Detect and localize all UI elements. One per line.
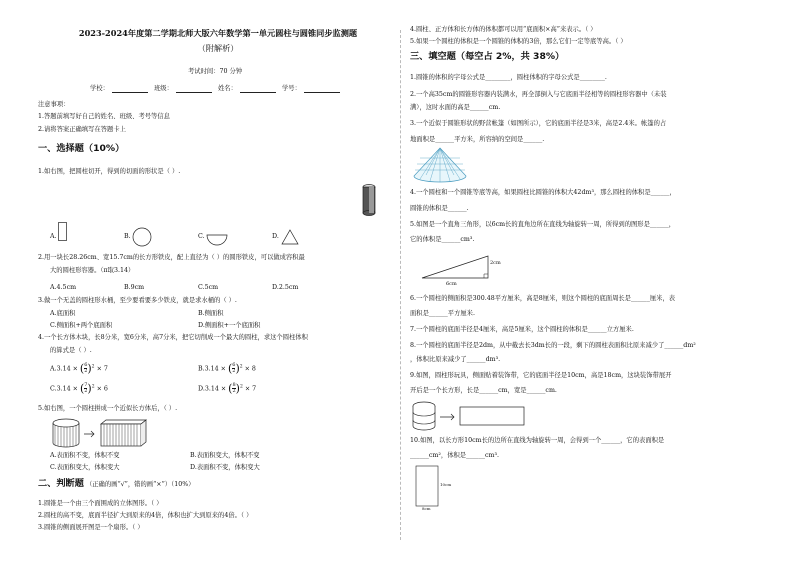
field-name-label: 姓名：	[218, 85, 237, 92]
q4-line2: 的算式是（ ）.	[50, 347, 92, 354]
q2-option-c[interactable]: C.5cm	[198, 284, 219, 291]
rectangle-base-label: 8cm	[422, 506, 431, 511]
fill-q10-line2: ______cm²，体积是______cm³.	[410, 452, 500, 459]
fill-q3-line1: 3.一个近似于圆锥形状的野营帐篷（如图所示），它的底面半径是3米，高是2.4米。帐篷的占	[410, 120, 667, 127]
q1-option-b[interactable]: B.	[124, 233, 131, 240]
q3-option-d[interactable]: D.侧面积+一个底面积	[198, 322, 261, 329]
note-2: 2.请将答案正确填写在答题卡上	[38, 126, 126, 133]
fill-q5-line1: 5.如图是一个直角三角形，以6cm长的直角边所在直线为轴旋转一周，所得到的图形是______，	[410, 221, 676, 228]
page-title: 2023-2024年度第二学期北师大版六年数学第一单元圆柱与圆锥同步监测题	[78, 28, 358, 38]
q1-option-c[interactable]: C.	[198, 233, 205, 240]
q2-option-a[interactable]: A.4.5cm	[50, 284, 77, 291]
field-class-label: 班级：	[154, 85, 173, 92]
cylinder-to-cuboid-figure	[46, 417, 150, 449]
field-id-input[interactable]	[304, 92, 340, 93]
q5-option-c[interactable]: C.表面积变大，体积变大	[50, 464, 120, 471]
fill-q10-line1: 10.如图，以长方形10cm长的边所在直线为轴旋转一周，会得到一个______，它的表面积是	[410, 437, 665, 444]
fill-q7: 7.一个圆柱的底面半径是4厘米，高是5厘米，这个圆柱的体积是______立方厘米.	[410, 326, 634, 333]
field-school-label: 学校：	[90, 85, 109, 92]
q1-text: 1.如右图，把圆柱切开，得到的切面的形状是（ ）.	[38, 168, 181, 175]
q4-option-d[interactable]: D.3.14 × ( $\frac{8}{2}$ )$^2$ × 7	[198, 382, 257, 395]
fill-q4-line1: 4.一个圆柱和一个圆锥等底等高，如果圆柱比圆锥的体积大42dm³，那么圆柱的体积是______，	[410, 189, 676, 196]
cut-cylinder-figure	[360, 183, 380, 217]
fill-q5-line2: 它的体积是______cm³.	[410, 236, 475, 243]
tent-cone-figure	[410, 146, 470, 186]
right-triangle-figure	[420, 252, 500, 286]
q5-option-d[interactable]: D.表面积不变，体积变大	[190, 464, 260, 471]
field-class-input[interactable]	[176, 92, 212, 93]
column-divider	[400, 30, 401, 540]
q2-option-d[interactable]: D.2.5cm	[272, 284, 299, 291]
circle-shape	[132, 227, 152, 247]
q2-option-b[interactable]: B.9cm	[124, 284, 145, 291]
q3-text: 3.做一个无盖的圆柱形水桶，至少要看要多少铁皮，就是求水桶的（ ）.	[38, 297, 237, 304]
section2-title	[38, 478, 195, 490]
triangle-shape	[281, 229, 299, 245]
fill-q6-line2: 面积是______平方厘米.	[410, 310, 475, 317]
section3-heading: 三、填空题（每空占 2%，共 38%）	[410, 51, 565, 62]
q5-option-a[interactable]: A.表面积不变，体积不变	[50, 452, 120, 459]
page-subtitle: （附解析）	[197, 43, 239, 53]
section2-heading: 二、判断题	[38, 478, 84, 489]
rectangle-figure	[412, 464, 442, 512]
rectangle-shape	[58, 222, 68, 242]
q4-line1: 4.一个长方体木块，长8分米，宽6分米，高7分米，把它切削成一个最大的圆柱，求这个圆柱体积	[38, 334, 308, 341]
semicircle-shape	[206, 234, 228, 246]
section2-instruction: （正确的画“√”，错的画“×”）（10%）	[85, 481, 195, 488]
q2-line1: 2.用一块长28.26cm、宽15.7cm的长方形铁皮，配上直径为（ ）的圆形铁皮，可以做成容积最	[38, 254, 305, 261]
triangle-height-label: 2cm	[490, 260, 501, 266]
rectangle-side-label: 10cm	[440, 482, 452, 487]
fill-q8-line2: ，体积比原来减少了______dm³.	[410, 356, 501, 363]
fill-q6-line1: 6.一个圆柱的侧面积是300.48平方厘米，高是8厘米，则这个圆柱的底面周长是______厘米，表	[410, 295, 676, 302]
fill-q2-line1: 2.一个高35cm的圆锥形容器内装满水，再全部倒入与它底面半径相等的圆柱形容器中（未装	[410, 91, 667, 98]
q1-option-a[interactable]: A.	[50, 233, 57, 240]
field-id-label: 学号：	[282, 85, 301, 92]
q1-option-d[interactable]: D.	[272, 233, 279, 240]
q5-option-b[interactable]: B.表面积变大，体积不变	[190, 452, 260, 459]
field-school-input[interactable]	[112, 92, 148, 93]
judge-item-4: 4.圆柱、正方体和长方体的体积都可以用“底面积×高”来表示。（ ）	[410, 26, 597, 33]
fill-q8-line1: 8.一个圆柱的底面半径是2dm，从中截去长3dm长的一段，剩下的圆柱表面积比原来减少了______dm²	[410, 342, 696, 349]
q3-option-b[interactable]: B.侧面积	[198, 310, 224, 317]
q4-option-b[interactable]: B.3.14 × ( $\frac{6}{2}$ )$^2$ × 8	[198, 362, 256, 375]
fill-q1: 1.圆锥的体积的字母公式是________，圆柱体积的字母公式是________.	[410, 74, 607, 81]
fill-q4-line2: 圆锥的体积是______.	[410, 205, 469, 212]
q4-option-a[interactable]: A.3.14 × ( $\frac{6}{2}$ )$^2$ × 7	[50, 362, 108, 375]
note-1: 1.答题前填写好自己的姓名、班级、考号等信息	[38, 113, 170, 120]
q5-text: 5.如右图，一个圆柱拼成一个近似长方体后，（ ）.	[38, 405, 178, 412]
decorated-cylinder-figure	[410, 400, 530, 434]
exam-time: 考试时间：70 分钟	[188, 68, 243, 75]
triangle-base-label: 6cm	[446, 281, 457, 287]
notes-title: 注意事项：	[38, 101, 70, 108]
q4-option-c[interactable]: C.3.14 × ( $\frac{7}{2}$ )$^2$ × 6	[50, 382, 108, 395]
judge-item-3: 3.圆锥的侧面展开图是一个扇形。（ ）	[38, 524, 144, 531]
q3-option-c[interactable]: C.侧面积+两个底面积	[50, 322, 113, 329]
fill-q9-line1: 9.如图，圆柱形玩具，侧面贴着装饰带，它的底面半径是10cm，高是18cm，这块装饰带展开	[410, 372, 672, 379]
fill-q3-line2: 地面积是______平方米，所容纳的空间是______.	[410, 136, 545, 143]
field-name-input[interactable]	[240, 92, 276, 93]
judge-item-5: 5.如果一个圆柱的体积是一个圆锥的体积的3倍，那么它们一定等底等高。（ ）	[410, 38, 627, 45]
judge-item-1: 1.圆锥是一个由三个面围成的立体图形。（ ）	[38, 500, 163, 507]
fill-q9-line2: 开后是一个长方形，长是______cm，宽是______cm.	[410, 387, 557, 394]
judge-item-2: 2.圆柱的高不变，底面半径扩大到原来的4倍，体积也扩大到原来的4倍。（ ）	[38, 512, 253, 519]
q2-line2: 大的圆柱形容器。（π取3.14）	[50, 267, 135, 274]
q3-option-a[interactable]: A.底面积	[50, 310, 76, 317]
fill-q2-line2: 满），这时水面的高是______cm.	[410, 104, 501, 111]
section1-heading: 一、选择题（10%）	[38, 143, 125, 154]
